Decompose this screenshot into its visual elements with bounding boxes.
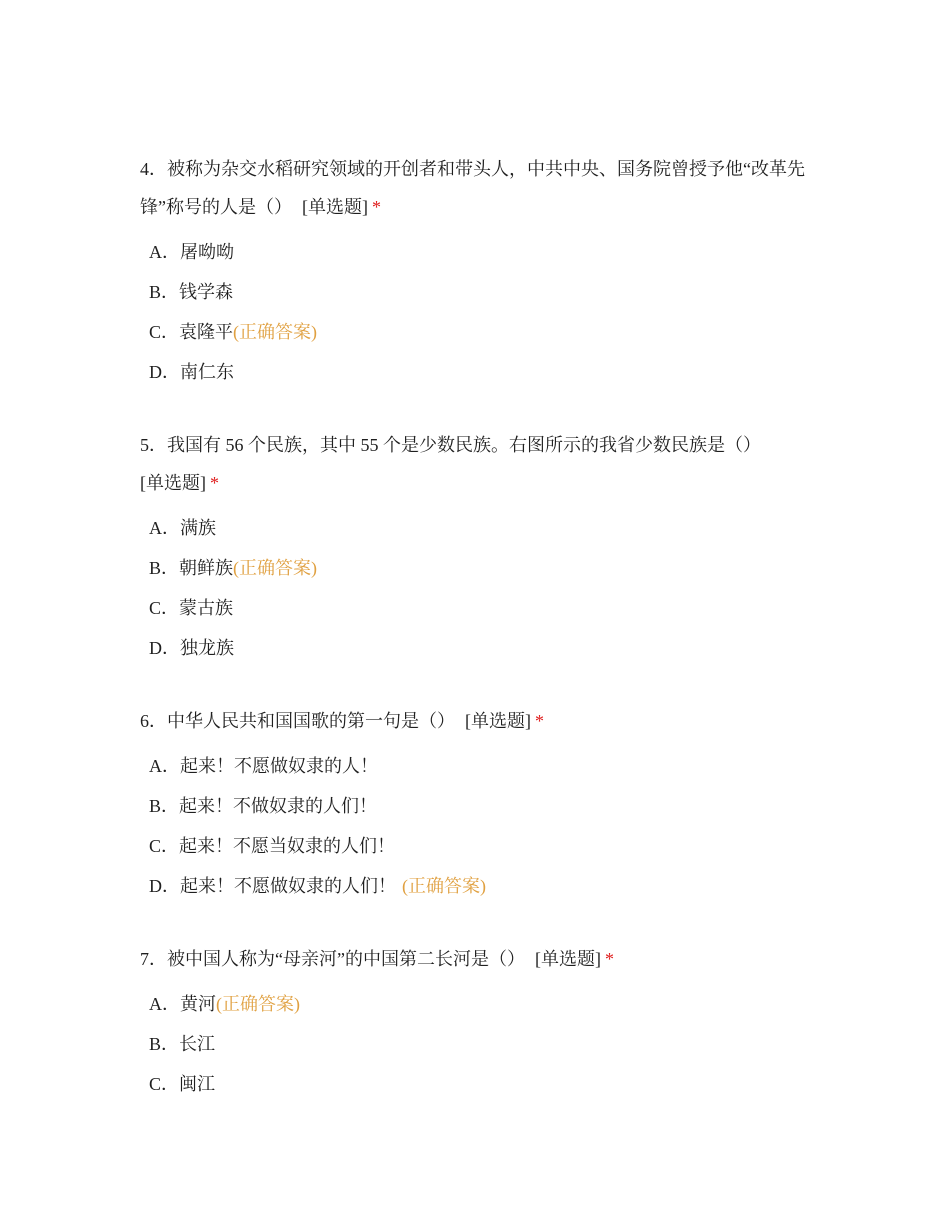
option-b[interactable] (140, 272, 820, 312)
option-b[interactable] (140, 786, 820, 826)
option-label: B．起来！不做奴隶的人们！ (149, 796, 378, 816)
required-mark: * (372, 197, 381, 217)
option-label: C．蒙古族 (149, 598, 234, 618)
option-label: B．长江 (149, 1034, 216, 1054)
question-title (140, 940, 820, 978)
option-label: A．起来！不愿做奴隶的人！ (149, 756, 378, 776)
question-5 (140, 426, 820, 668)
option-d[interactable] (140, 866, 820, 906)
required-mark: * (535, 711, 544, 731)
option-label: C．袁隆平 (149, 322, 234, 342)
options-list (140, 984, 820, 1104)
option-d[interactable] (140, 352, 820, 392)
option-label: C．闽江 (149, 1074, 216, 1094)
option-c[interactable] (140, 826, 820, 866)
options-list (140, 746, 820, 906)
option-label: A．满族 (149, 518, 216, 538)
option-b[interactable] (140, 1024, 820, 1064)
question-text: 6．中华人民共和国国歌的第一句是（） (140, 711, 455, 731)
option-a[interactable] (140, 746, 820, 786)
question-title (140, 150, 820, 226)
question-text: 7．被中国人称为“母亲河”的中国第二长河是（） (140, 949, 525, 969)
option-b[interactable] (140, 548, 820, 588)
question-type: [单选题] (534, 949, 601, 969)
question-6 (140, 702, 820, 906)
options-list (140, 232, 820, 392)
question-text: 5．我国有 56 个民族，其中 55 个是少数民族。右图所示的我省少数民族是（） (140, 435, 761, 455)
question-title (140, 426, 820, 502)
question-type: [单选题] (465, 711, 531, 731)
option-a[interactable] (140, 984, 820, 1024)
option-c[interactable] (140, 312, 820, 352)
question-7 (140, 940, 820, 1104)
option-label: D．独龙族 (149, 638, 234, 658)
option-label: D．南仁东 (149, 362, 234, 382)
question-text: 4．被称为杂交水稻研究领域的开创者和带头人，中共中央、国务院曾授予他“改革先锋”称号的人是（） (140, 159, 805, 217)
option-c[interactable] (140, 588, 820, 628)
option-a[interactable] (140, 508, 820, 548)
survey-page (140, 150, 820, 1104)
option-label: C．起来！不愿当奴隶的人们！ (149, 836, 396, 856)
correct-answer-tag: (正确答案) (216, 994, 300, 1014)
option-d[interactable] (140, 628, 820, 668)
required-mark: * (604, 949, 614, 969)
option-label: A．黄河 (149, 994, 216, 1014)
required-mark: * (210, 473, 219, 493)
option-c[interactable] (140, 1064, 820, 1104)
question-type: [单选题] (140, 473, 206, 493)
option-label: B．朝鲜族 (149, 558, 234, 578)
option-a[interactable] (140, 232, 820, 272)
option-label: A．屠呦呦 (149, 242, 234, 262)
correct-answer-tag: (正确答案) (402, 876, 486, 896)
option-label: B．钱学森 (149, 282, 234, 302)
option-label: D．起来！不愿做奴隶的人们！ (149, 876, 396, 896)
question-type: [单选题] (302, 197, 368, 217)
options-list (140, 508, 820, 668)
correct-answer-tag: (正确答案) (233, 322, 318, 342)
question-title (140, 702, 820, 740)
question-4 (140, 150, 820, 392)
correct-answer-tag: (正确答案) (233, 558, 318, 578)
